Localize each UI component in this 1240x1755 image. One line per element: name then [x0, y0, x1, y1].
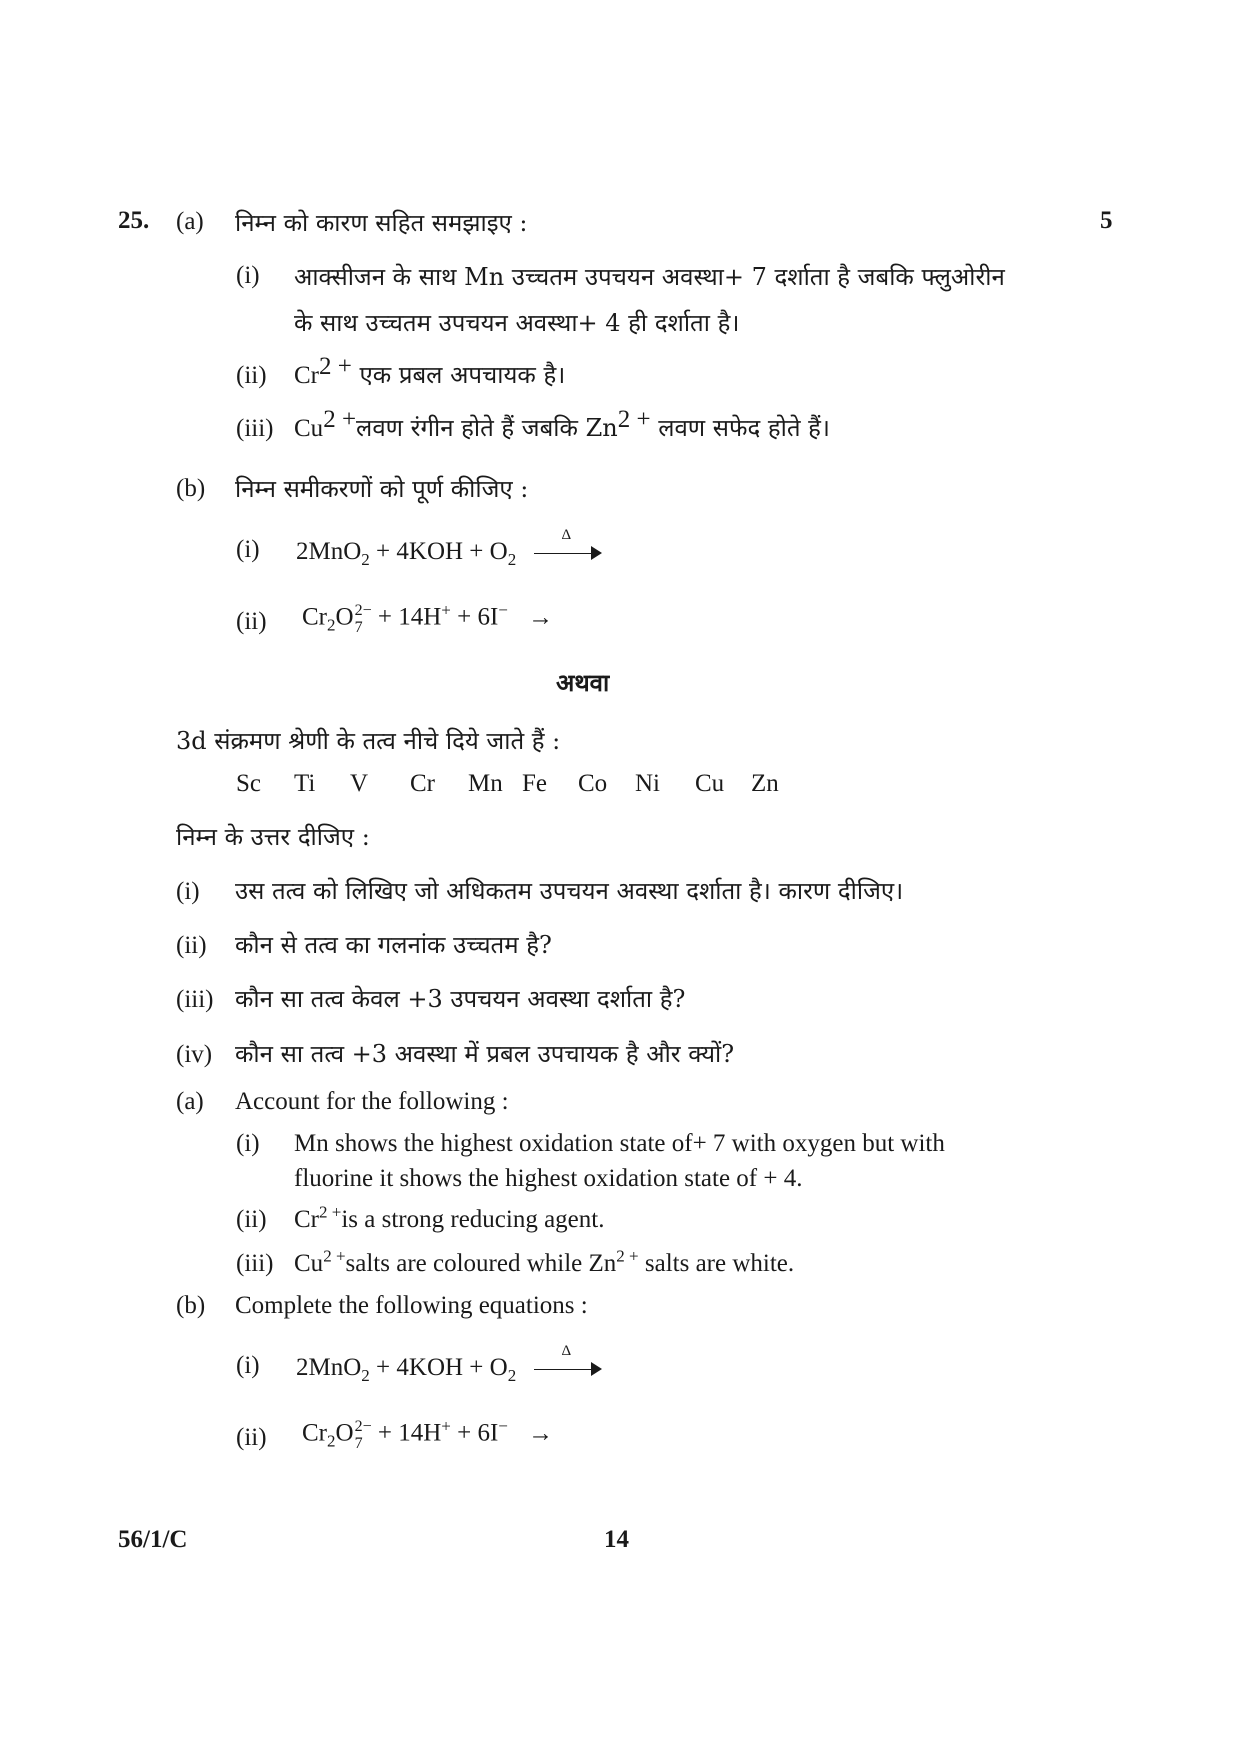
- hi-a-i-label: (i): [236, 262, 260, 289]
- question-marks: 5: [1100, 207, 1113, 234]
- part-a-hi-label: (a): [176, 208, 204, 235]
- en-a-iii-label: (iii): [236, 1250, 274, 1277]
- reaction-arrow-icon: →: [528, 603, 554, 631]
- en-a-i-line1: Mn shows the highest oxidation state of+ 7 with oxygen but with: [294, 1130, 945, 1157]
- part-b-en-heading: Complete the following equations :: [235, 1292, 588, 1319]
- answer-heading: निम्न के उत्तर दीजिए :: [176, 823, 370, 851]
- alt-i-label: (i): [176, 878, 200, 905]
- hi-a-iii-text: [294, 406, 830, 444]
- element-cu: Cu: [695, 770, 725, 797]
- alt-ii-text: कौन से तत्व का गलनांक उच्चतम है?: [235, 931, 552, 959]
- hi-a-i-line2: के साथ उच्चतम उपचयन अवस्था+ 4 ही दर्शाता है।: [294, 309, 740, 337]
- element-list: [236, 770, 803, 798]
- alt-iii-text: कौन सा तत्व केवल +3 उपचयन अवस्था दर्शाता है?: [235, 985, 686, 1013]
- element-co: Co: [578, 770, 608, 797]
- hi-a-iii-text2: लवण सफेद होते हैं।: [650, 414, 830, 442]
- element-sc: Sc: [236, 770, 261, 797]
- alt-iv-label: (iv): [176, 1041, 213, 1068]
- part-a-hi-heading: निम्न को कारण सहित समझाइए :: [235, 209, 528, 237]
- heat-arrow-icon: Δ: [534, 1359, 602, 1379]
- hi-a-ii-ion: Cr: [294, 362, 319, 389]
- hi-a-ii-label: (ii): [236, 362, 267, 389]
- hi-a-i-line1: आक्सीजन के साथ Mn उच्चतम उपचयन अवस्था+ 7 दर्शाता है जबकि फ्लुओरीन: [294, 263, 1005, 291]
- hi-a-ii-charge: 2 +: [319, 353, 352, 380]
- en-a-i-line2: fluorine it shows the highest oxidation state of + 4.: [294, 1165, 803, 1192]
- part-b-hi-heading: निम्न समीकरणों को पूर्ण कीजिए :: [235, 475, 529, 503]
- en-eq2-label: (ii): [236, 1424, 267, 1451]
- alt-intro: 3d संक्रमण श्रेणी के तत्व नीचे दिये जाते हैं :: [176, 727, 561, 755]
- part-b-en-label: (b): [176, 1292, 206, 1319]
- hi-eq1: $2MnO_2 + 4KOH + O_2$ Δ: [296, 538, 602, 566]
- reaction-arrow-icon: →: [528, 1419, 554, 1447]
- hi-a-iii-charge2: 2 +: [617, 406, 651, 433]
- en-a-ii-text: $Cr^{2 +}is$ a strong reducing agent.: [294, 1202, 605, 1233]
- hi-a-ii-rest: एक प्रबल अपचायक है।: [351, 361, 566, 389]
- hi-a-iii-text1: लवण रंगीन होते हैं जबकि Zn: [356, 414, 618, 442]
- or-heading: अथवा: [556, 668, 610, 697]
- part-a-en-label: (a): [176, 1088, 204, 1115]
- hi-eq2-label: (ii): [236, 608, 267, 635]
- question-number: 25.: [118, 207, 150, 234]
- heat-arrow-icon: Δ: [534, 543, 602, 563]
- en-eq1: $2MnO_2 + 4KOH + O_2$ Δ: [296, 1354, 602, 1382]
- hi-eq1-label: (i): [236, 536, 260, 563]
- alt-iii-label: (iii): [176, 986, 214, 1013]
- paper-code: 56/1/C: [118, 1526, 188, 1553]
- alt-iv-text: कौन सा तत्व +3 अवस्था में प्रबल उपचायक है और क्यों?: [235, 1040, 735, 1068]
- hi-a-iii-charge1: 2 +: [323, 406, 357, 433]
- hi-a-iii-ion1: Cu: [294, 415, 324, 442]
- alt-i-text: उस तत्व को लिखिए जो अधिकतम उपचयन अवस्था दर्शाता है। कारण दीजिए।: [235, 877, 904, 905]
- element-zn: Zn: [751, 770, 779, 797]
- hi-a-ii-text: [294, 353, 566, 391]
- en-a-ii-label: (ii): [236, 1206, 267, 1233]
- page-number: 14: [604, 1526, 629, 1553]
- element-fe: Fe: [522, 770, 547, 797]
- part-a-en-heading: Account for the following :: [235, 1088, 509, 1115]
- element-ti: Ti: [294, 770, 316, 797]
- element-ni: Ni: [635, 770, 660, 797]
- alt-ii-label: (ii): [176, 932, 207, 959]
- hi-eq2: $Cr_2O$ 2− 7 + 14H+ + 6I− →: [302, 600, 554, 636]
- part-b-hi-label: (b): [176, 475, 206, 502]
- element-v: V: [350, 770, 369, 797]
- en-eq2: $Cr_2O$ 2− 7 + 14H+ + 6I− →: [302, 1416, 554, 1452]
- en-eq1-label: (i): [236, 1352, 260, 1379]
- hi-a-iii-label: (iii): [236, 415, 274, 442]
- element-mn: Mn: [468, 770, 503, 797]
- en-a-i-label: (i): [236, 1130, 260, 1157]
- en-a-iii-text: $Cu^{2 +}salts$ are coloured while $Zn^{2 +}$ salts are white.: [294, 1246, 795, 1277]
- element-cr: Cr: [410, 770, 435, 797]
